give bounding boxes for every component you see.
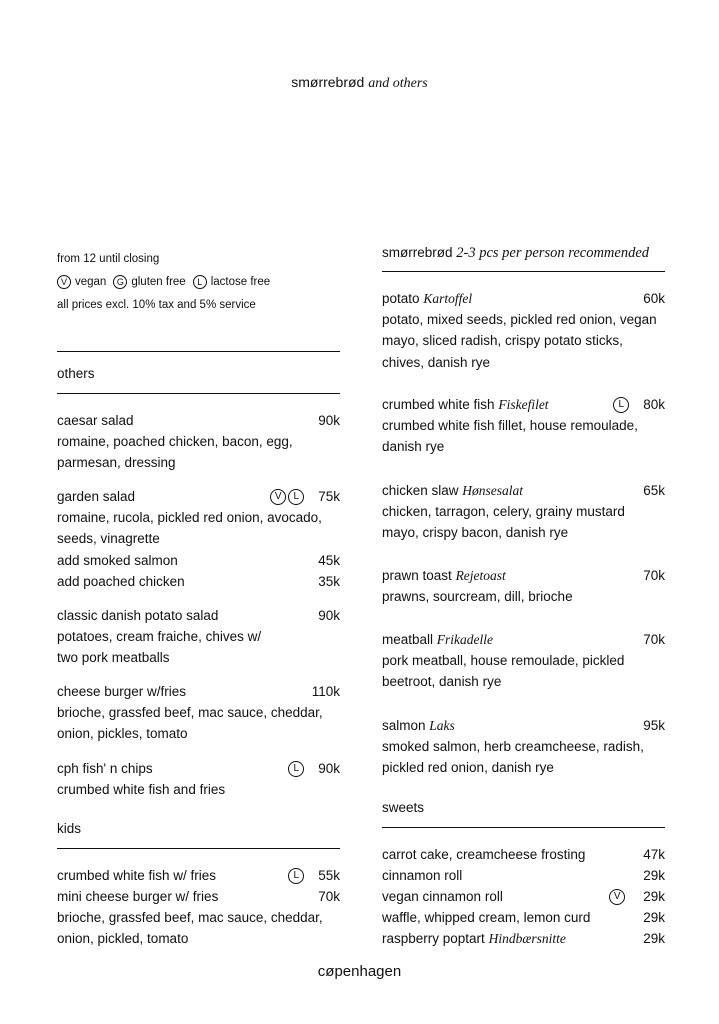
item-description: romaine, rucola, pickled red onion, avocado, seeds, vinagrette [57, 510, 322, 547]
item-price: 70k [318, 889, 340, 904]
item-price: 29k [643, 889, 665, 904]
item-name: mini cheese burger w/ fries [57, 889, 219, 904]
item-description: pork meatball, house remoulade, pickled beetroot, danish rye [382, 653, 625, 690]
divider [57, 351, 340, 352]
item-price: 47k [643, 847, 665, 862]
sweets-list [382, 844, 665, 949]
lactose-free-icon: L [288, 761, 304, 777]
item-price: 65k [643, 483, 665, 498]
menu-item-carrot-cake [382, 844, 665, 865]
gluten-free-icon: G [113, 275, 127, 289]
item-description: potatoes, cream fraiche, chives w/ two pork meatballs [57, 629, 262, 666]
item-price: 29k [643, 931, 665, 946]
menu-item-meatball [382, 629, 665, 693]
divider [57, 848, 340, 849]
menu-item-chicken-slaw [382, 480, 665, 544]
item-name: prawn toast [382, 567, 452, 583]
item-name: garden salad [57, 489, 136, 504]
item-name: cheese burger w/fries [57, 684, 187, 699]
item-description: chicken, tarragon, celery, grainy mustard mayo, crispy bacon, danish rye [382, 504, 625, 541]
item-name: raspberry poptart [382, 930, 485, 946]
vegan-icon: V [270, 489, 286, 505]
item-description: brioche, grassfed beef, mac sauce, cheddar, onion, pickled, tomato [57, 910, 323, 947]
item-danish-name: Rejetoast [455, 567, 506, 583]
menu-item-kids-burger [57, 886, 340, 950]
item-price: 90k [318, 413, 340, 428]
item-description: crumbed white fish and fries [57, 782, 226, 797]
extra-name: add poached chicken [57, 573, 185, 589]
item-description: prawns, sourcream, dill, brioche [382, 589, 573, 604]
item-description: brioche, grassfed beef, mac sauce, cheddar, onion, pickles, tomato [57, 705, 323, 742]
extra-price: 35k [318, 573, 340, 589]
hours-note: from 12 until closing [57, 253, 160, 265]
item-name: crumbed white fish [382, 396, 495, 412]
item-name: salmon [382, 717, 426, 733]
title-italic: and others [368, 76, 428, 91]
menu-item-cheese-burger [57, 681, 340, 745]
menu-item-salmon [382, 715, 665, 779]
item-price: 95k [643, 718, 665, 733]
extra-name: add smoked salmon [57, 552, 178, 568]
item-name: chicken slaw [382, 482, 459, 498]
menu-item-poptart [382, 928, 665, 949]
menu-item-vegan-cinnamon-roll [382, 886, 665, 907]
divider [382, 271, 665, 272]
item-danish-name: Frikadelle [436, 631, 494, 647]
menu-item-potato [382, 288, 665, 373]
lactose-free-icon: L [193, 275, 207, 289]
item-price: 80k [643, 397, 665, 412]
divider [57, 393, 340, 394]
item-description: crumbed white fish fillet, house remoulade, danish rye [382, 418, 638, 455]
item-name: cinnamon roll [382, 868, 463, 883]
section-sweets-heading: sweets [382, 800, 425, 815]
section-smorrebrod-heading [382, 245, 649, 262]
item-description: potato, mixed seeds, pickled red onion, vegan mayo, sliced radish, crispy potato sticks, chives, danish rye [382, 312, 657, 370]
item-description: smoked salmon, herb creamcheese, radish, pickled red onion, danish rye [382, 739, 644, 776]
item-price: 29k [643, 910, 665, 925]
legend-lactose-free-label: lactose free [210, 276, 271, 288]
lactose-free-icon: L [288, 489, 304, 505]
menu-item-potato-salad [57, 605, 340, 669]
item-description: romaine, poached chicken, bacon, egg, parmesan, dressing [57, 434, 293, 471]
heading-italic: 2-3 pcs per person recommended [456, 245, 650, 261]
menu-item-white-fish [382, 394, 665, 458]
item-name: potato [382, 290, 420, 306]
lactose-free-icon: L [288, 868, 304, 884]
item-name: cph fish' n chips [57, 761, 153, 776]
item-name: caesar salad [57, 413, 134, 428]
item-name: waffle, whipped cream, lemon curd [382, 910, 591, 925]
menu-item-caesar-salad [57, 410, 340, 474]
lactose-free-icon: L [613, 397, 629, 413]
heading-main: smørrebrød [382, 245, 453, 260]
item-price: 55k [318, 868, 340, 883]
item-name: classic danish potato salad [57, 608, 219, 623]
menu-item-prawn-toast [382, 565, 665, 607]
menu-item-garden-salad [57, 486, 340, 592]
menu-item-cinnamon-roll [382, 865, 665, 886]
vegan-icon: V [57, 275, 71, 289]
item-price: 110k [311, 684, 340, 699]
section-others-heading: others [57, 366, 95, 381]
legend-vegan-label: vegan [75, 276, 107, 288]
extra-price: 45k [318, 552, 340, 568]
title-main: smørrebrød [291, 74, 365, 90]
vegan-icon: V [609, 889, 625, 905]
item-price: 90k [318, 761, 340, 776]
page-title [0, 74, 719, 92]
item-price: 60k [643, 291, 665, 306]
prices-note: all prices excl. 10% tax and 5% service [57, 299, 256, 311]
item-price: 70k [643, 632, 665, 647]
item-danish-name: Hønsesalat [462, 482, 524, 498]
footer-brand: cøpenhagen [317, 963, 402, 980]
item-price: 29k [643, 868, 665, 883]
legend-gluten-free-label: gluten free [131, 276, 186, 288]
item-price: 90k [318, 608, 340, 623]
item-price: 75k [318, 489, 340, 504]
section-kids-heading: kids [57, 821, 82, 836]
item-danish-name: Hindbærsnitte [488, 930, 566, 946]
menu-item-fish-n-chips [57, 758, 340, 800]
item-danish-name: Kartoffel [423, 290, 473, 306]
item-danish-name: Fiskefilet [498, 396, 549, 412]
menu-item-kids-fish [57, 865, 340, 886]
item-name: carrot cake, creamcheese frosting [382, 847, 586, 862]
menu-item-waffle [382, 907, 665, 928]
item-price: 70k [643, 568, 665, 583]
dietary-legend [57, 275, 270, 289]
divider [382, 827, 665, 828]
item-name: crumbed white fish w/ fries [57, 868, 217, 883]
item-name: meatball [382, 631, 434, 647]
item-danish-name: Laks [429, 717, 455, 733]
item-name: vegan cinnamon roll [382, 889, 503, 904]
